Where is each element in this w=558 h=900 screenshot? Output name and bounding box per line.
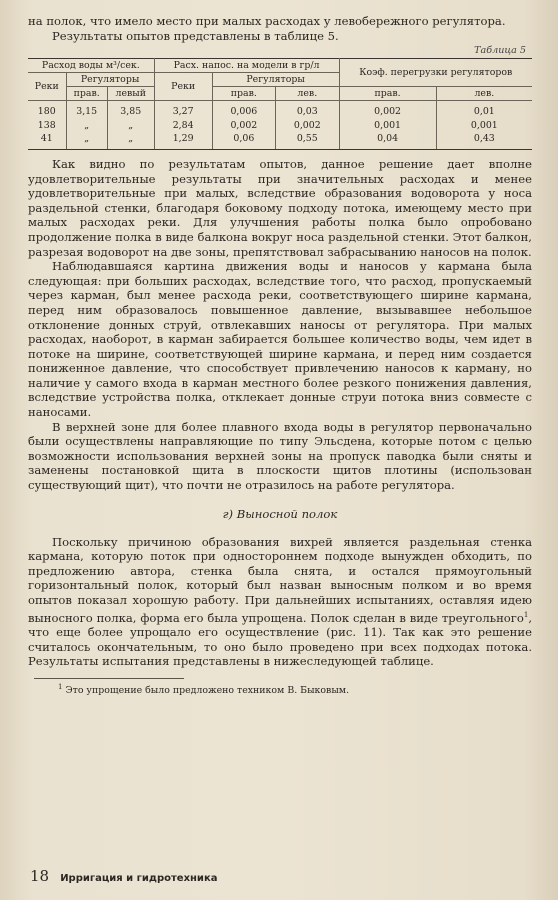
table-cell: „ — [66, 132, 107, 149]
table-cell: 0,04 — [339, 132, 436, 149]
table-cell: 138 — [28, 119, 66, 133]
table-cell: „ — [107, 132, 154, 149]
paragraph-upper-zone: В верхней зоне для более плавного входа воды в регулятор первоначально были осуществлены направляющие по типу Эльсдена, которые потом с целью возможности использования верхней зоны на пропуск паводка были сняты и заменены постановкой щита в плоскости щитов плотины (использован существующий щит), что почти не отразилось на работе регулятора. — [28, 419, 532, 493]
table-label: Таблица 5 — [474, 45, 526, 57]
paragraph-text-part2: , что еще более упрощало его осуществление (рис. 11). Так как это решение считалось окончательным, то оно было проведено при всех подходах потока. Результаты испытания представлены в нижеследующей таблице. — [28, 610, 532, 669]
table-cell: 0,006 — [212, 101, 275, 119]
table-row — [28, 132, 532, 149]
table-cell: 2,84 — [154, 119, 212, 133]
footnote-reference: 1 — [523, 610, 529, 619]
table-row — [28, 101, 532, 119]
table-cell: 1,29 — [154, 132, 212, 149]
table-cell: 0,002 — [212, 119, 275, 133]
header-sediment-flow: Расх. напос. на модели в гр/л — [154, 59, 339, 73]
table-cell: 180 — [28, 101, 66, 119]
footnote-mark: 1 — [58, 682, 63, 691]
header-regulators-2: Регуляторы — [212, 73, 339, 87]
table-cell: „ — [107, 119, 154, 133]
table-cell: 0,001 — [339, 119, 436, 133]
results-table — [28, 58, 532, 150]
table-cell: 0,43 — [436, 132, 532, 149]
header-water-flow: Расход воды м³/сек. — [28, 59, 154, 73]
section-heading: г) Выносной полок — [222, 506, 338, 521]
table-cell: 0,002 — [276, 119, 339, 133]
subheader-right-3: прав. — [339, 87, 436, 101]
subheader-right-2: прав. — [212, 87, 275, 101]
table-cell: 3,15 — [66, 101, 107, 119]
table-cell: 0,03 — [276, 101, 339, 119]
paragraph-outrigger-shelf — [28, 535, 532, 669]
intro-line-results: Результаты опытов представлены в таблице 5. — [52, 28, 339, 43]
table-cell: 0,001 — [436, 119, 532, 133]
header-rivers-2: Реки — [154, 73, 212, 101]
page-footer — [30, 866, 217, 885]
subheader-left-3: лев. — [436, 87, 532, 101]
header-rivers: Реки — [28, 73, 66, 101]
subheader-right: прав. — [66, 87, 107, 101]
footnote — [58, 681, 532, 697]
footnote-divider — [34, 678, 184, 679]
table-cell: 3,27 — [154, 101, 212, 119]
paragraph-text-part1: Поскольку причиною образования вихрей является раздельная стенка кармана, которую поток при одностороннем подходе вынужден обходить, по предложению автора, стенка была снята, и остался прямоугольный горизонтальный полок, который был назван выносным полком и во время опытов показал хорошую работу. При дальнейших испытаниях, оставляя идею выносного полка, форма его была упрощена. Полок сделан в виде треугольного — [28, 534, 532, 625]
journal-title: Ирригация и гидротехника — [60, 873, 218, 884]
subheader-left: левый — [107, 87, 154, 101]
header-overload-coef: Коэф. перегрузки регуляторов — [339, 59, 532, 87]
table-cell: 0,06 — [212, 132, 275, 149]
table-cell: 0,01 — [436, 101, 532, 119]
table-cell: 0,55 — [276, 132, 339, 149]
footnote-text: Это упрощение было предложено техником В. Быковым. — [65, 684, 350, 696]
table-cell: 0,002 — [339, 101, 436, 119]
table-cell: 41 — [28, 132, 66, 149]
table-cell: 3,85 — [107, 101, 154, 119]
table-row — [28, 119, 532, 133]
table-cell: „ — [66, 119, 107, 133]
subheader-left-2: лев. — [276, 87, 339, 101]
intro-line: на полок, что имело место при малых расходах у левобережного регулятора. — [28, 14, 506, 28]
paragraph-results-analysis: Как видно по результатам опытов, данное решение дает вполне удовлетворительные результаты при значительных расходах и менее удовлетворительные при малых, вследствие образования водоворота у носа раздельной стенки, благодаря боковому подходу потока, имеющему место при малых расходах реки. Для улучшения работы полка было опробовано продолжение полка в виде балкона вокруг носа раздельной стенки. Этот балкон, разрезая водоворот на две зоны, препятствовал забрасыванию наносов на полок. — [28, 156, 532, 259]
page-number: 18 — [30, 867, 50, 885]
header-regulators: Регуляторы — [66, 73, 154, 87]
paragraph-flow-observation: Наблюдавшаяся картина движения воды и наносов у кармана была следующая: при больших расходах, вследствие того, что расход, пропускаемый через карман, был менее расхода реки, соответствующего ширине кармана, перед ним образовалось повышенное давление, вызывавшее небольшое отклонение донных струй, отвлекавших наносы от регулятора. При малых расходах, наоборот, в карман забирается большее количество воды, чем идет в потоке на ширине, соответствующей ширине кармана, и перед ним создается пониженное давление, что способствует привлечению наносов к карману, но наличие у самого входа в карман местного более резкого понижения давления, вследствие устройства полка, отклекает донные струи потока вниз совместе с наносами. — [28, 259, 532, 420]
